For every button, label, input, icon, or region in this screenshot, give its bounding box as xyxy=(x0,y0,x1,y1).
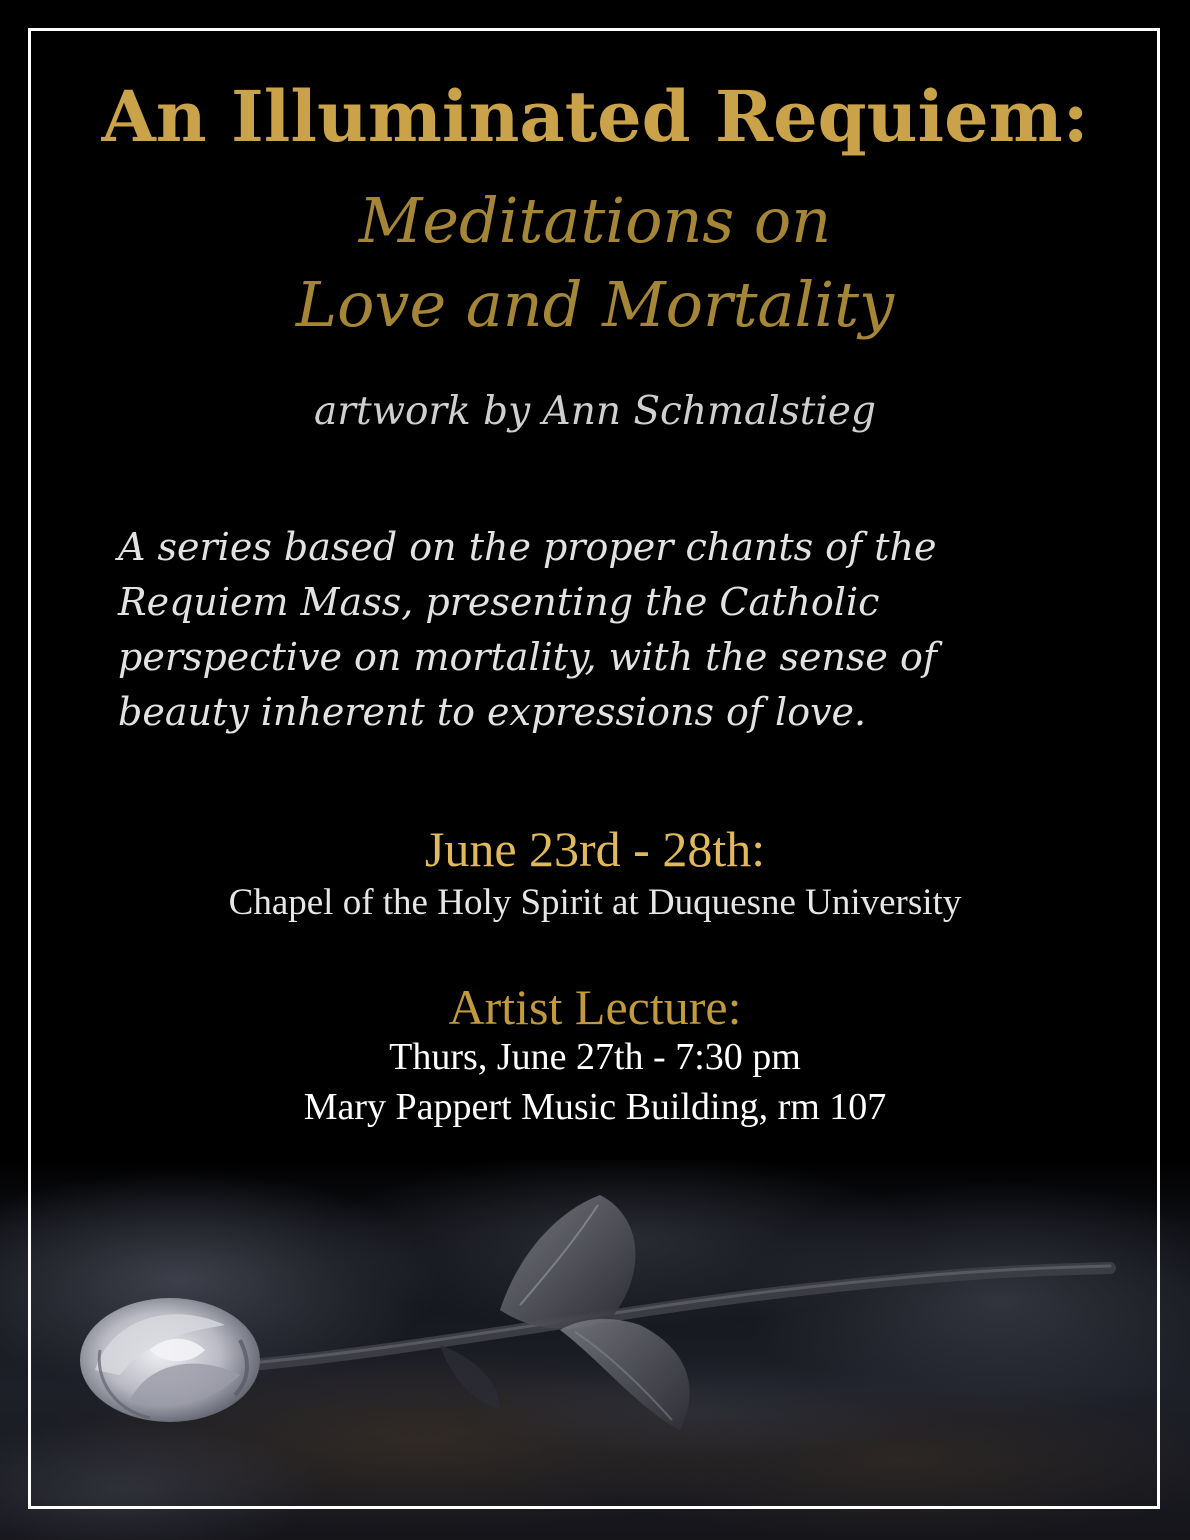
poster-title: An Illuminated Requiem: xyxy=(101,75,1089,158)
lecture-place: Mary Pappert Music Building, rm 107 xyxy=(303,1086,887,1128)
exhibition-dates: June 23rd - 28th: xyxy=(424,821,766,877)
description-line: perspective on mortality, with the sense of xyxy=(118,635,937,679)
rose-head xyxy=(80,1298,260,1422)
lecture-time: Thurs, June 27th - 7:30 pm xyxy=(389,1036,801,1078)
description-line: beauty inherent to expressions of love. xyxy=(118,690,867,734)
description-line: A series based on the proper chants of the xyxy=(118,525,937,569)
subtitle-line-2: Love and Mortality xyxy=(295,268,895,341)
description-line: Requiem Mass, presenting the Catholic xyxy=(118,580,880,624)
lecture-heading: Artist Lecture: xyxy=(448,979,742,1035)
artist-credit: artwork by Ann Schmalstieg xyxy=(314,389,876,434)
exhibition-venue: Chapel of the Holy Spirit at Duquesne University xyxy=(228,882,962,923)
subtitle-line-1: Meditations on xyxy=(358,184,832,257)
rose-painting xyxy=(0,1160,1190,1540)
exhibition-description xyxy=(118,520,1098,740)
